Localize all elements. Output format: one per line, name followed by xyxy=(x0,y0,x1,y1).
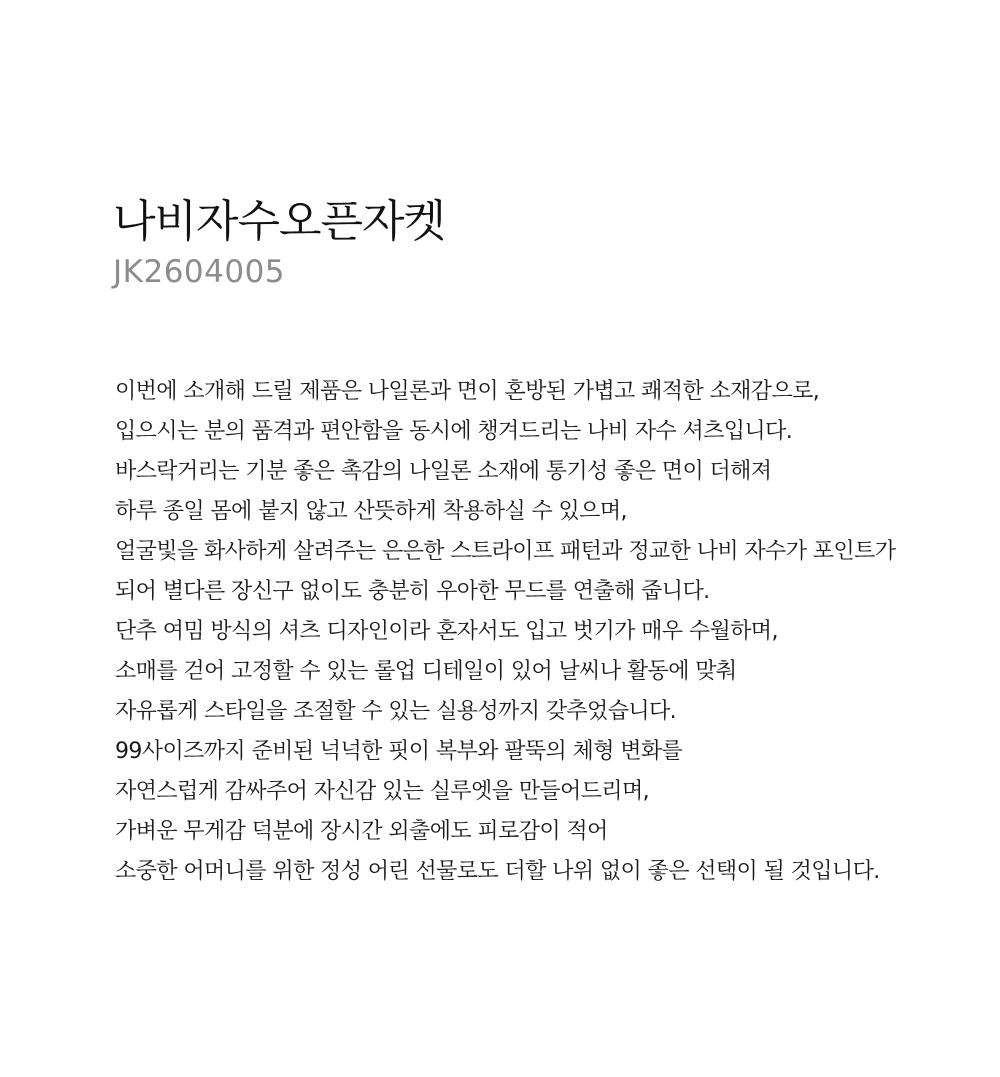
description-line: 99사이즈까지 준비된 넉넉한 핏이 복부와 팔뚝의 체형 변화를 xyxy=(115,739,683,764)
description-line: 하루 종일 몸에 붙지 않고 산뜻하게 착용하실 수 있으며, xyxy=(115,499,627,524)
product-header xyxy=(113,192,973,292)
description-line: 바스락거리는 기분 좋은 촉감의 나일론 소재에 통기성 좋은 면이 더해져 xyxy=(115,459,772,484)
product-description xyxy=(115,372,985,892)
description-line: 입으시는 분의 품격과 편안함을 동시에 챙겨드리는 나비 자수 셔츠입니다. xyxy=(115,419,793,444)
description-line: 가벼운 무게감 덕분에 장시간 외출에도 피로감이 적어 xyxy=(115,819,608,844)
product-code: JK2604005 xyxy=(113,254,286,290)
description-line: 소중한 어머니를 위한 정성 어린 선물로도 더할 나위 없이 좋은 선택이 될 것입니다. xyxy=(115,859,880,884)
description-line: 되어 별다른 장신구 없이도 충분히 우아한 무드를 연출해 줍니다. xyxy=(115,579,710,604)
description-line: 자유롭게 스타일을 조절할 수 있는 실용성까지 갖추었습니다. xyxy=(115,699,677,724)
description-line: 자연스럽게 감싸주어 자신감 있는 실루엣을 만들어드리며, xyxy=(115,779,650,804)
description-line: 얼굴빛을 화사하게 살려주는 은은한 스트라이프 패턴과 정교한 나비 자수가 포인트가 xyxy=(115,539,896,564)
product-title: 나비자수오픈자켓 xyxy=(113,196,446,247)
description-line: 단추 여밈 방식의 셔츠 디자인이라 혼자서도 입고 벗기가 매우 수월하며, xyxy=(115,619,778,644)
description-line: 이번에 소개해 드릴 제품은 나일론과 면이 혼방된 가볍고 쾌적한 소재감으로, xyxy=(115,379,820,404)
description-line: 소매를 걷어 고정할 수 있는 롤업 디테일이 있어 날씨나 활동에 맞춰 xyxy=(115,659,737,684)
